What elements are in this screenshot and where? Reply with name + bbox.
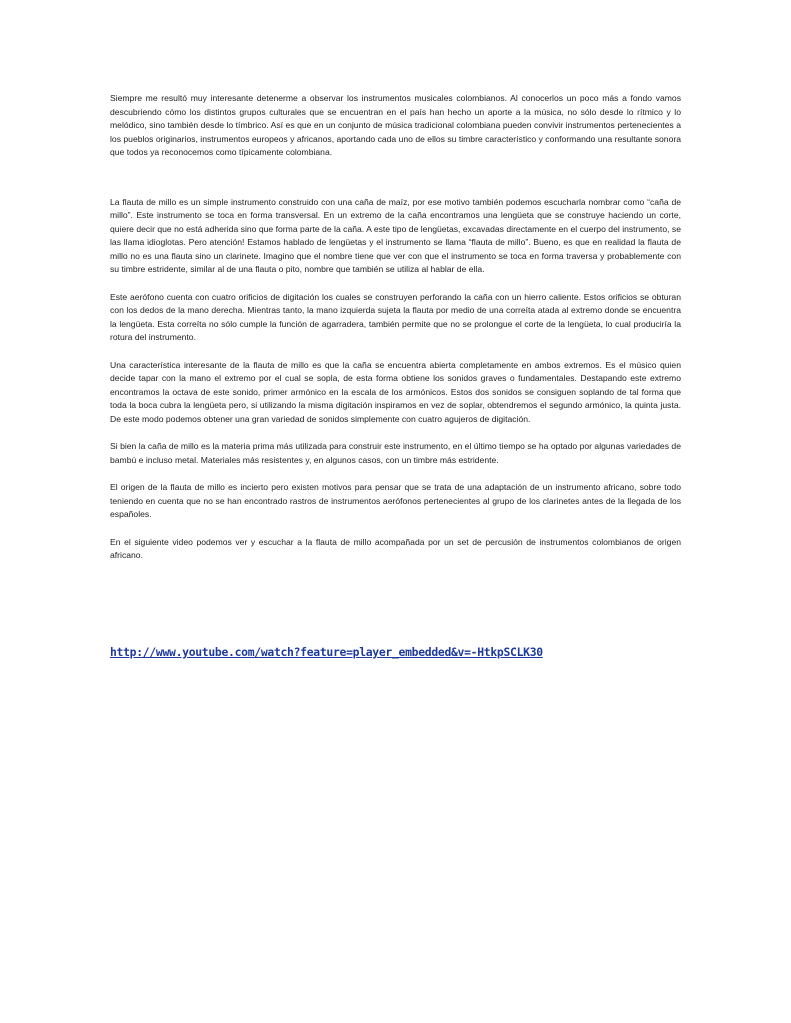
paragraph-flauta-description: La flauta de millo es un simple instrumento construido con una caña de maíz, por ese motivo también podemos escucharla nombrar como “caña de millo”. Este instrumento se toca en forma transversal. En un extremo de la caña encontramos una lengüeta que se construye haciendo un corte, quiere decir que no está adherida sino que forma parte de la caña. A este tipo de lengüetas, excavadas directamente en el cuerpo del instrumento, se las llama idioglotas. Pero atención! Estamos hablado de lengüetas y el instrumento se llama “flauta de millo”. Bueno, es que en realidad la flauta de millo no es una flauta sino un clarinete. Imagino que el nombre tiene que ver con que el instrumento se toca en forma traversa y probablemente con su timbre estridente, similar al de una flauta o pito, nombre que también se utiliza al hablar de ella. — [110, 196, 681, 274]
paragraph-video-intro: En el siguiente video podemos ver y escuchar a la flauta de millo acompañada por un set de percusión de instrumentos colombianos de origen africano. — [110, 536, 681, 560]
paragraph-caracteristica: Una característica interesante de la flauta de millo es que la caña se encuentra abierta completamente en ambos extremos. Es el músico quien decide tapar con la mano el extremo por el cual se sopla, de esta forma obtiene los sonidos graves o fundamentales. Destapando este extremo encontramos la octava de este sonido, primer armónico en la escala de los armónicos. Estos dos sonidos se consiguen soplando de tal forma que toda la boca cubra la lengüeta pero, si utilizando la misma digitación inspiramos en vez de soplar, obtendremos el segundo armónico, la quinta justa. De este modo podemos obtener una gran variedad de sonidos simplemente con cuatro agujeros de digitación. — [110, 359, 681, 424]
article-body — [110, 92, 681, 563]
paragraph-materiales: Si bien la caña de millo es la materia prima más utilizada para construir este instrumento, en el último tiempo se ha optado por algunas variedades de bambú e incluso metal. Materiales más resistentes y, en algunos casos, con un timbre más estridente. — [110, 441, 681, 465]
paragraph-orificios: Este aerófono cuenta con cuatro orificios de digitación los cuales se construyen perforando la caña con un hierro caliente. Estos orificios se obturan con los dedos de la mano derecha. Mientras tanto, la mano izquierda sujeta la flauta por medio de una correíta atada al extremo donde se encuentra la lengüeta. Esta correíta no sólo cumple la función de agarradera, también permite que no se prolongue el corte de la lengüeta, lo cual produciría la rotura del instrumento. — [110, 291, 681, 342]
youtube-video-link[interactable]: http://www.youtube.com/watch?feature=player_embedded&v=-HtkpSCLK30 — [110, 645, 543, 659]
video-link-container — [110, 643, 681, 661]
paragraph-intro: Siempre me resultó muy interesante detenerme a observar los instrumentos musicales colombianos. Al conocerlos un poco más a fondo vamos descubriendo cómo los distintos grupos culturales que se encuentran en el país han hecho un aporte a la música, no sólo desde lo rítmico y lo melódico, sino también desde lo tímbrico. Así es que en un conjunto de música tradicional colombiana pueden convivir instrumentos pertenecientes a los pueblos originarios, instrumentos europeos y africanos, aportando cada uno de ellos su timbre característico y conformando una resultante sonora que todos ya reconocemos como típicamente colombiana. — [110, 93, 681, 157]
paragraph-origen: El origen de la flauta de millo es incierto pero existen motivos para pensar que se trata de una adaptación de un instrumento africano, sobre todo teniendo en cuenta que no se han encontrado rastros de instrumentos aerófonos pertenecientes al grupo de los clarinetes antes de la llegada de los españoles. — [110, 482, 681, 519]
